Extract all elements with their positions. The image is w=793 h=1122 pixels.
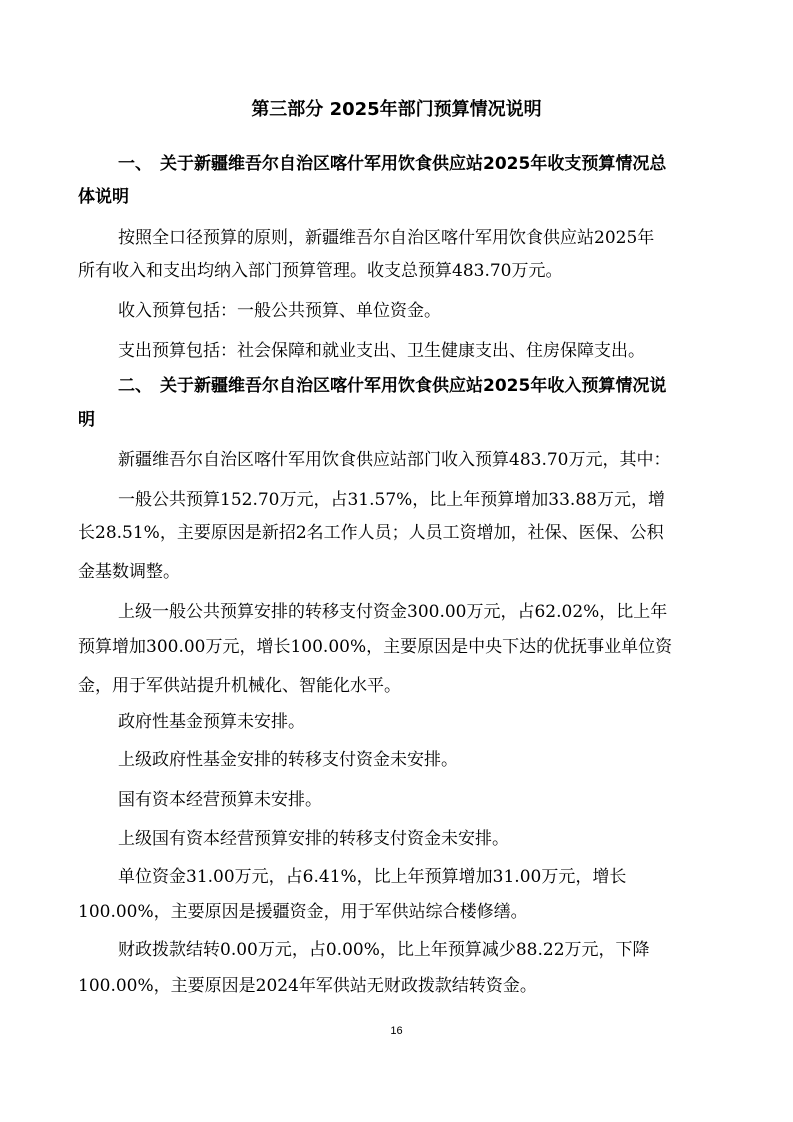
section-2-heading-line1: 关于新疆维吾尔自治区喀什军用饮食供应站2025年收入预算情况说 bbox=[160, 376, 667, 396]
section-2-para-8-line2: 100.00%，主要原因是援疆资金，用于军供站综合楼修缮。 bbox=[78, 902, 528, 922]
section-2-para-7: 上级国有资本经营预算安排的转移支付资金未安排。 bbox=[118, 829, 509, 849]
section-2-para-2-line2: 长28.51%，主要原因是新招2名工作人员；人员工资增加，社保、医保、公积 bbox=[78, 523, 664, 543]
section-1-para-2: 收入预算包括：一般公共预算、单位资金。 bbox=[118, 301, 441, 321]
page-title: 第三部分 2025年部门预算情况说明 bbox=[251, 99, 542, 120]
section-2-para-4: 政府性基金预算未安排。 bbox=[118, 712, 305, 732]
section-2-heading-line2: 明 bbox=[78, 410, 95, 430]
section-2-para-5: 上级政府性基金安排的转移支付资金未安排。 bbox=[118, 750, 458, 770]
section-1-para-1-line2: 所有收入和支出均纳入部门预算管理。收支总预算483.70万元。 bbox=[78, 261, 563, 281]
section-2-number: 二、 bbox=[118, 376, 152, 396]
section-2-para-9-line1: 财政拨款结转0.00万元，占0.00%，比上年预算减少88.22万元，下降 bbox=[118, 940, 650, 960]
section-1-heading-line2: 体说明 bbox=[78, 187, 129, 207]
section-2-para-6: 国有资本经营预算未安排。 bbox=[118, 790, 322, 810]
section-1-heading bbox=[78, 148, 718, 181]
section-1-heading-cont bbox=[78, 181, 718, 214]
section-2-para-2-line3: 金基数调整。 bbox=[78, 562, 180, 582]
section-1-para-1-line1: 按照全口径预算的原则，新疆维吾尔自治区喀什军用饮食供应站2025年 bbox=[118, 228, 655, 248]
page-number: 16 bbox=[390, 1025, 403, 1037]
section-2-para-8-line1: 单位资金31.00万元，占6.41%，比上年预算增加31.00万元，增长 bbox=[118, 867, 627, 887]
section-2-para-1: 新疆维吾尔自治区喀什军用饮食供应站部门收入预算483.70万元，其中： bbox=[118, 450, 671, 470]
section-1-para-3: 支出预算包括：社会保障和就业支出、卫生健康支出、住房保障支出。 bbox=[118, 341, 645, 361]
section-2-heading bbox=[78, 370, 718, 403]
section-2-heading-cont bbox=[78, 404, 718, 437]
section-2-para-3-line1: 上级一般公共预算安排的转移支付资金300.00万元，占62.02%，比上年 bbox=[118, 602, 668, 622]
section-1-heading-line1: 关于新疆维吾尔自治区喀什军用饮食供应站2025年收支预算情况总 bbox=[160, 154, 667, 174]
section-1-number: 一、 bbox=[118, 154, 152, 174]
section-2-para-9-line2: 100.00%，主要原因是2024年军供站无财政拨款结转资金。 bbox=[78, 976, 537, 996]
section-2-para-3-line3: 金，用于军供站提升机械化、智能化水平。 bbox=[78, 676, 401, 696]
section-2-para-2-line1: 一般公共预算152.70万元，占31.57%，比上年预算增加33.88万元，增 bbox=[118, 490, 665, 510]
section-2-para-3-line2: 预算增加300.00万元，增长100.00%，主要原因是中央下达的优抚事业单位资 bbox=[78, 637, 673, 657]
